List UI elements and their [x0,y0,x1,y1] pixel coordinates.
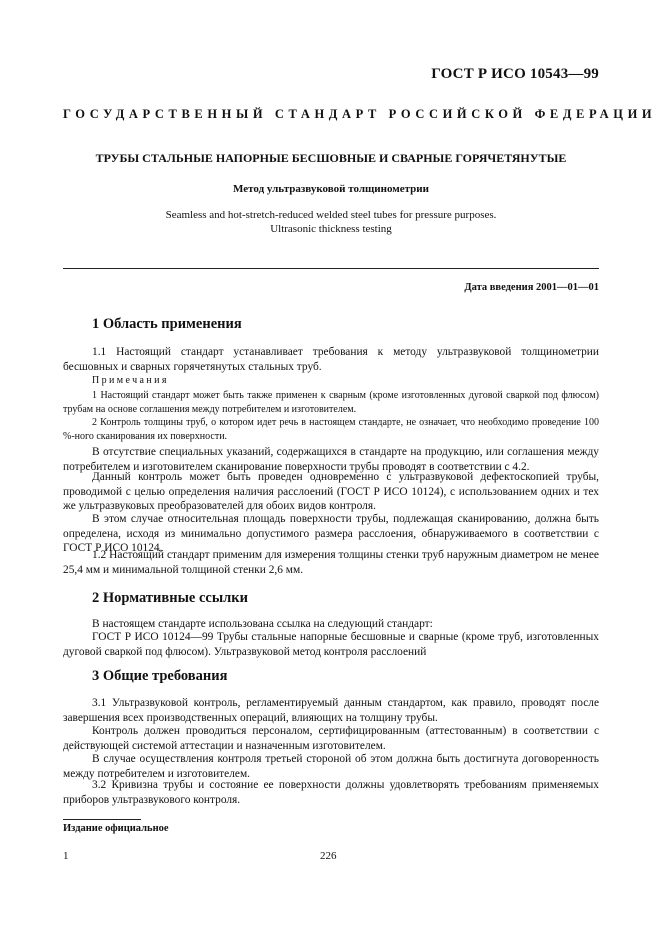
section-1-paragraph: 1.2 Настоящий стандарт применим для измерения толщины стенки труб наружным диаметром не менее 25,4 мм и минимальной толщиной стенки 2,6 мм. [63,549,599,576]
section-2-heading: 2 Нормативные ссылки [92,590,248,606]
notes-heading: Примечания [92,375,169,386]
section-3-heading: 3 Общие требования [92,668,228,684]
introduction-date: Дата введения 2001—01—01 [464,282,599,293]
note-1: 1 Настоящий стандарт может быть также применен к сварным (кроме изготовленных дуговой сваркой под флюсом) трубам на основе соглашения между потребителем и изготовителем. [63,390,599,415]
section-3-paragraph: 3.2 Кривизна трубы и состояние ее поверхности должны удовлетворять требованиям применяемых приборов ультразвукового контроля. [63,779,599,806]
footer-number: 1 [63,850,69,862]
section-2-reference: ГОСТ Р ИСО 10124—99 Трубы стальные напорные бесшовные и сварные (кроме труб, изготовленных дуговой сваркой под флюсом). Ультразвуковой метод контроля расслоений [63,631,599,658]
section-1-paragraph: Данный контроль может быть проведен одновременно с ультразвуковой дефектоскопией трубы, проводимой с целью определения наличия расслоений (ГОСТ Р ИСО 10124), с использованием одних и тех же ультразвуковых преобразователей для обоих видов контроля. [63,471,599,512]
footer-divider [63,819,141,820]
section-1-paragraph: В отсутствие специальных указаний, содержащихся в стандарте на продукцию, или соглашения между потребителем и изготовителем сканирование поверхности трубы проводят в соответствии с 4.2. [63,446,599,473]
section-1-paragraph: В этом случае относительная площадь поверхности трубы, подлежащая сканированию, должна быть определена, исходя из минимально допустимого размера расслоения, обнаруживаемого в соответствии с ГОСТ Р ИСО 10124. [63,513,599,554]
document-title: ТРУБЫ СТАЛЬНЫЕ НАПОРНЫЕ БЕСШОВНЫЕ И СВАРНЫЕ ГОРЯЧЕТЯНУТЫЕ [95,151,567,165]
method-subtitle: Метод ультразвуковой толщинометрии [233,183,429,195]
page-number: 226 [320,850,337,862]
section-3-paragraph: Контроль должен проводиться персоналом, сертифицированным (аттестованным) в соответствии с действующей системой аттестации и назначенным изготовителем. [63,725,599,752]
section-3-paragraph: В случае осуществления контроля третьей стороной об этом должна быть достигнута договоренность между потребителем и изготовителем. [63,753,599,780]
edition-label: Издание официальное [63,823,169,834]
section-1-heading: 1 Область применения [92,316,242,332]
standard-code: ГОСТ Р ИСО 10543—99 [431,66,599,82]
state-standard-heading: ГОСУДАРСТВЕННЫЙ СТАНДАРТ РОССИЙСКОЙ ФЕДЕРАЦИИ [63,107,657,121]
section-3-paragraph: 3.1 Ультразвуковой контроль, регламентируемый данным стандартом, как правило, проводят после завершения всех производственных операций, влияющих на толщину трубы. [63,697,599,724]
section-1-paragraph: 1.1 Настоящий стандарт устанавливает требования к методу ультразвуковой толщинометрии бесшовных и сварных горячетянутых стальных труб. [63,346,599,373]
english-title-line2: Ultrasonic thickness testing [270,223,392,235]
english-title-line1: Seamless and hot-stretch-reduced welded steel tubes for pressure purposes. [165,209,497,221]
note-2: 2 Контроль толщины труб, о котором идет речь в настоящем стандарте, не означает, что необходимо проведение 100 %-ного сканирования их поверхности. [63,417,599,442]
title-divider [63,268,599,269]
section-2-paragraph: В настоящем стандарте использована ссылка на следующий стандарт: [92,618,433,630]
